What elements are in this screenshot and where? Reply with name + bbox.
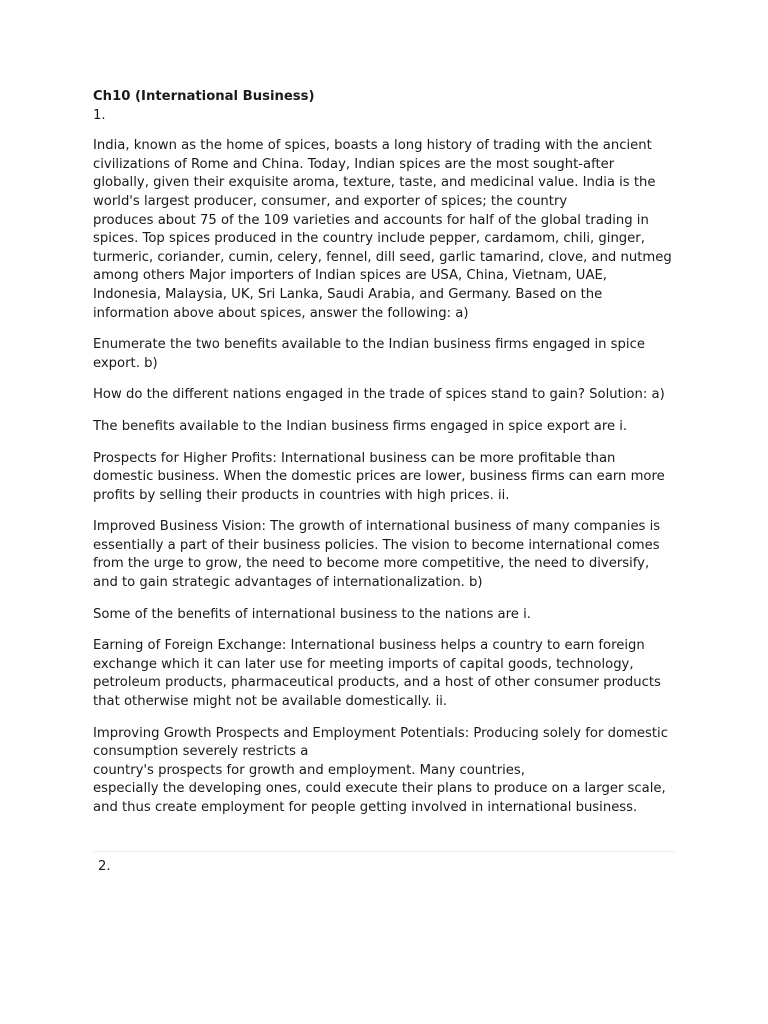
paragraph: [93, 386, 675, 405]
paragraph-line: petroleum products, pharmaceutical products, and a host of other consumer products: [93, 675, 661, 691]
paragraph-line: turmeric, coriander, cumin, celery, fennel, dill seed, garlic tamarind, clove, and nutmeg: [93, 249, 672, 265]
paragraph-line: Indonesia, Malaysia, UK, Sri Lanka, Saudi Arabia, and Germany. Based on the: [93, 286, 603, 302]
paragraph-line: essentially a part of their business policies. The vision to become international comes: [93, 537, 660, 553]
paragraph: [93, 518, 675, 592]
paragraph: [93, 450, 675, 506]
paragraph-line: country's prospects for growth and employment. Many countries,: [93, 762, 525, 778]
paragraph-line: and thus create employment for people getting involved in international business.: [93, 800, 638, 815]
document-title: Ch10 (International Business): [93, 89, 315, 104]
paragraph-line: Improving Growth Prospects and Employment Potentials: Producing solely for domestic: [93, 725, 668, 741]
paragraph-line: especially the developing ones, could execute their plans to produce on a larger scale,: [93, 781, 666, 797]
paragraph-line: profits by selling their products in countries with high prices. ii.: [93, 487, 510, 503]
paragraph-line: from the urge to grow, the need to become more competitive, the need to diversify,: [93, 556, 650, 572]
paragraph: [93, 637, 675, 711]
paragraph-line: civilizations of Rome and China. Today, Indian spices are the most sought-after: [93, 156, 615, 172]
paragraph: [93, 606, 675, 625]
paragraph-line: and to gain strategic advantages of internationalization. b): [93, 575, 483, 591]
section-divider: [93, 851, 675, 852]
paragraph-line: domestic business. When the domestic prices are lower, business firms can earn more: [93, 469, 665, 485]
paragraph-line: How do the different nations engaged in the trade of spices stand to gain? Solution: a): [93, 387, 665, 403]
paragraph-line: Prospects for Higher Profits: International business can be more profitable than: [93, 450, 616, 466]
paragraph-line: Improved Business Vision: The growth of international business of many companies is: [93, 519, 661, 535]
paragraph-list: [93, 137, 675, 817]
paragraph-line: export. b): [93, 355, 158, 371]
paragraph-line: The benefits available to the Indian business firms engaged in spice export are i.: [93, 418, 628, 434]
paragraph-line: produces about 75 of the 109 varieties and accounts for half of the global trading in: [93, 212, 649, 228]
paragraph: [93, 336, 675, 373]
question-number: 1.: [93, 107, 106, 123]
paragraph-line: consumption severely restricts a: [93, 744, 309, 760]
paragraph-line: globally, given their exquisite aroma, texture, taste, and medicinal value. India is the: [93, 175, 656, 191]
paragraph-line: India, known as the home of spices, boasts a long history of trading with the ancient: [93, 138, 652, 154]
paragraph: [93, 137, 675, 323]
paragraph-line: world's largest producer, consumer, and exporter of spices; the country: [93, 193, 568, 209]
paragraph: [93, 418, 675, 437]
paragraph: [93, 725, 675, 818]
paragraph-line: exchange which it can later use for meeting imports of capital goods, technology,: [93, 656, 634, 672]
paragraph-line: information above about spices, answer the following: a): [93, 305, 469, 321]
paragraph-line: spices. Top spices produced in the country include pepper, cardamom, chili, ginger,: [93, 231, 645, 247]
paragraph-line: among others Major importers of Indian spices are USA, China, Vietnam, UAE,: [93, 268, 607, 284]
next-question-number: 2.: [98, 859, 111, 874]
paragraph-line: Some of the benefits of international business to the nations are i.: [93, 606, 531, 622]
paragraph-line: that otherwise might not be available domestically. ii.: [93, 694, 448, 710]
paragraph-line: Enumerate the two benefits available to the Indian business firms engaged in spice: [93, 337, 645, 353]
paragraph-line: Earning of Foreign Exchange: International business helps a country to earn foreign: [93, 638, 645, 654]
document-body: [93, 88, 675, 831]
